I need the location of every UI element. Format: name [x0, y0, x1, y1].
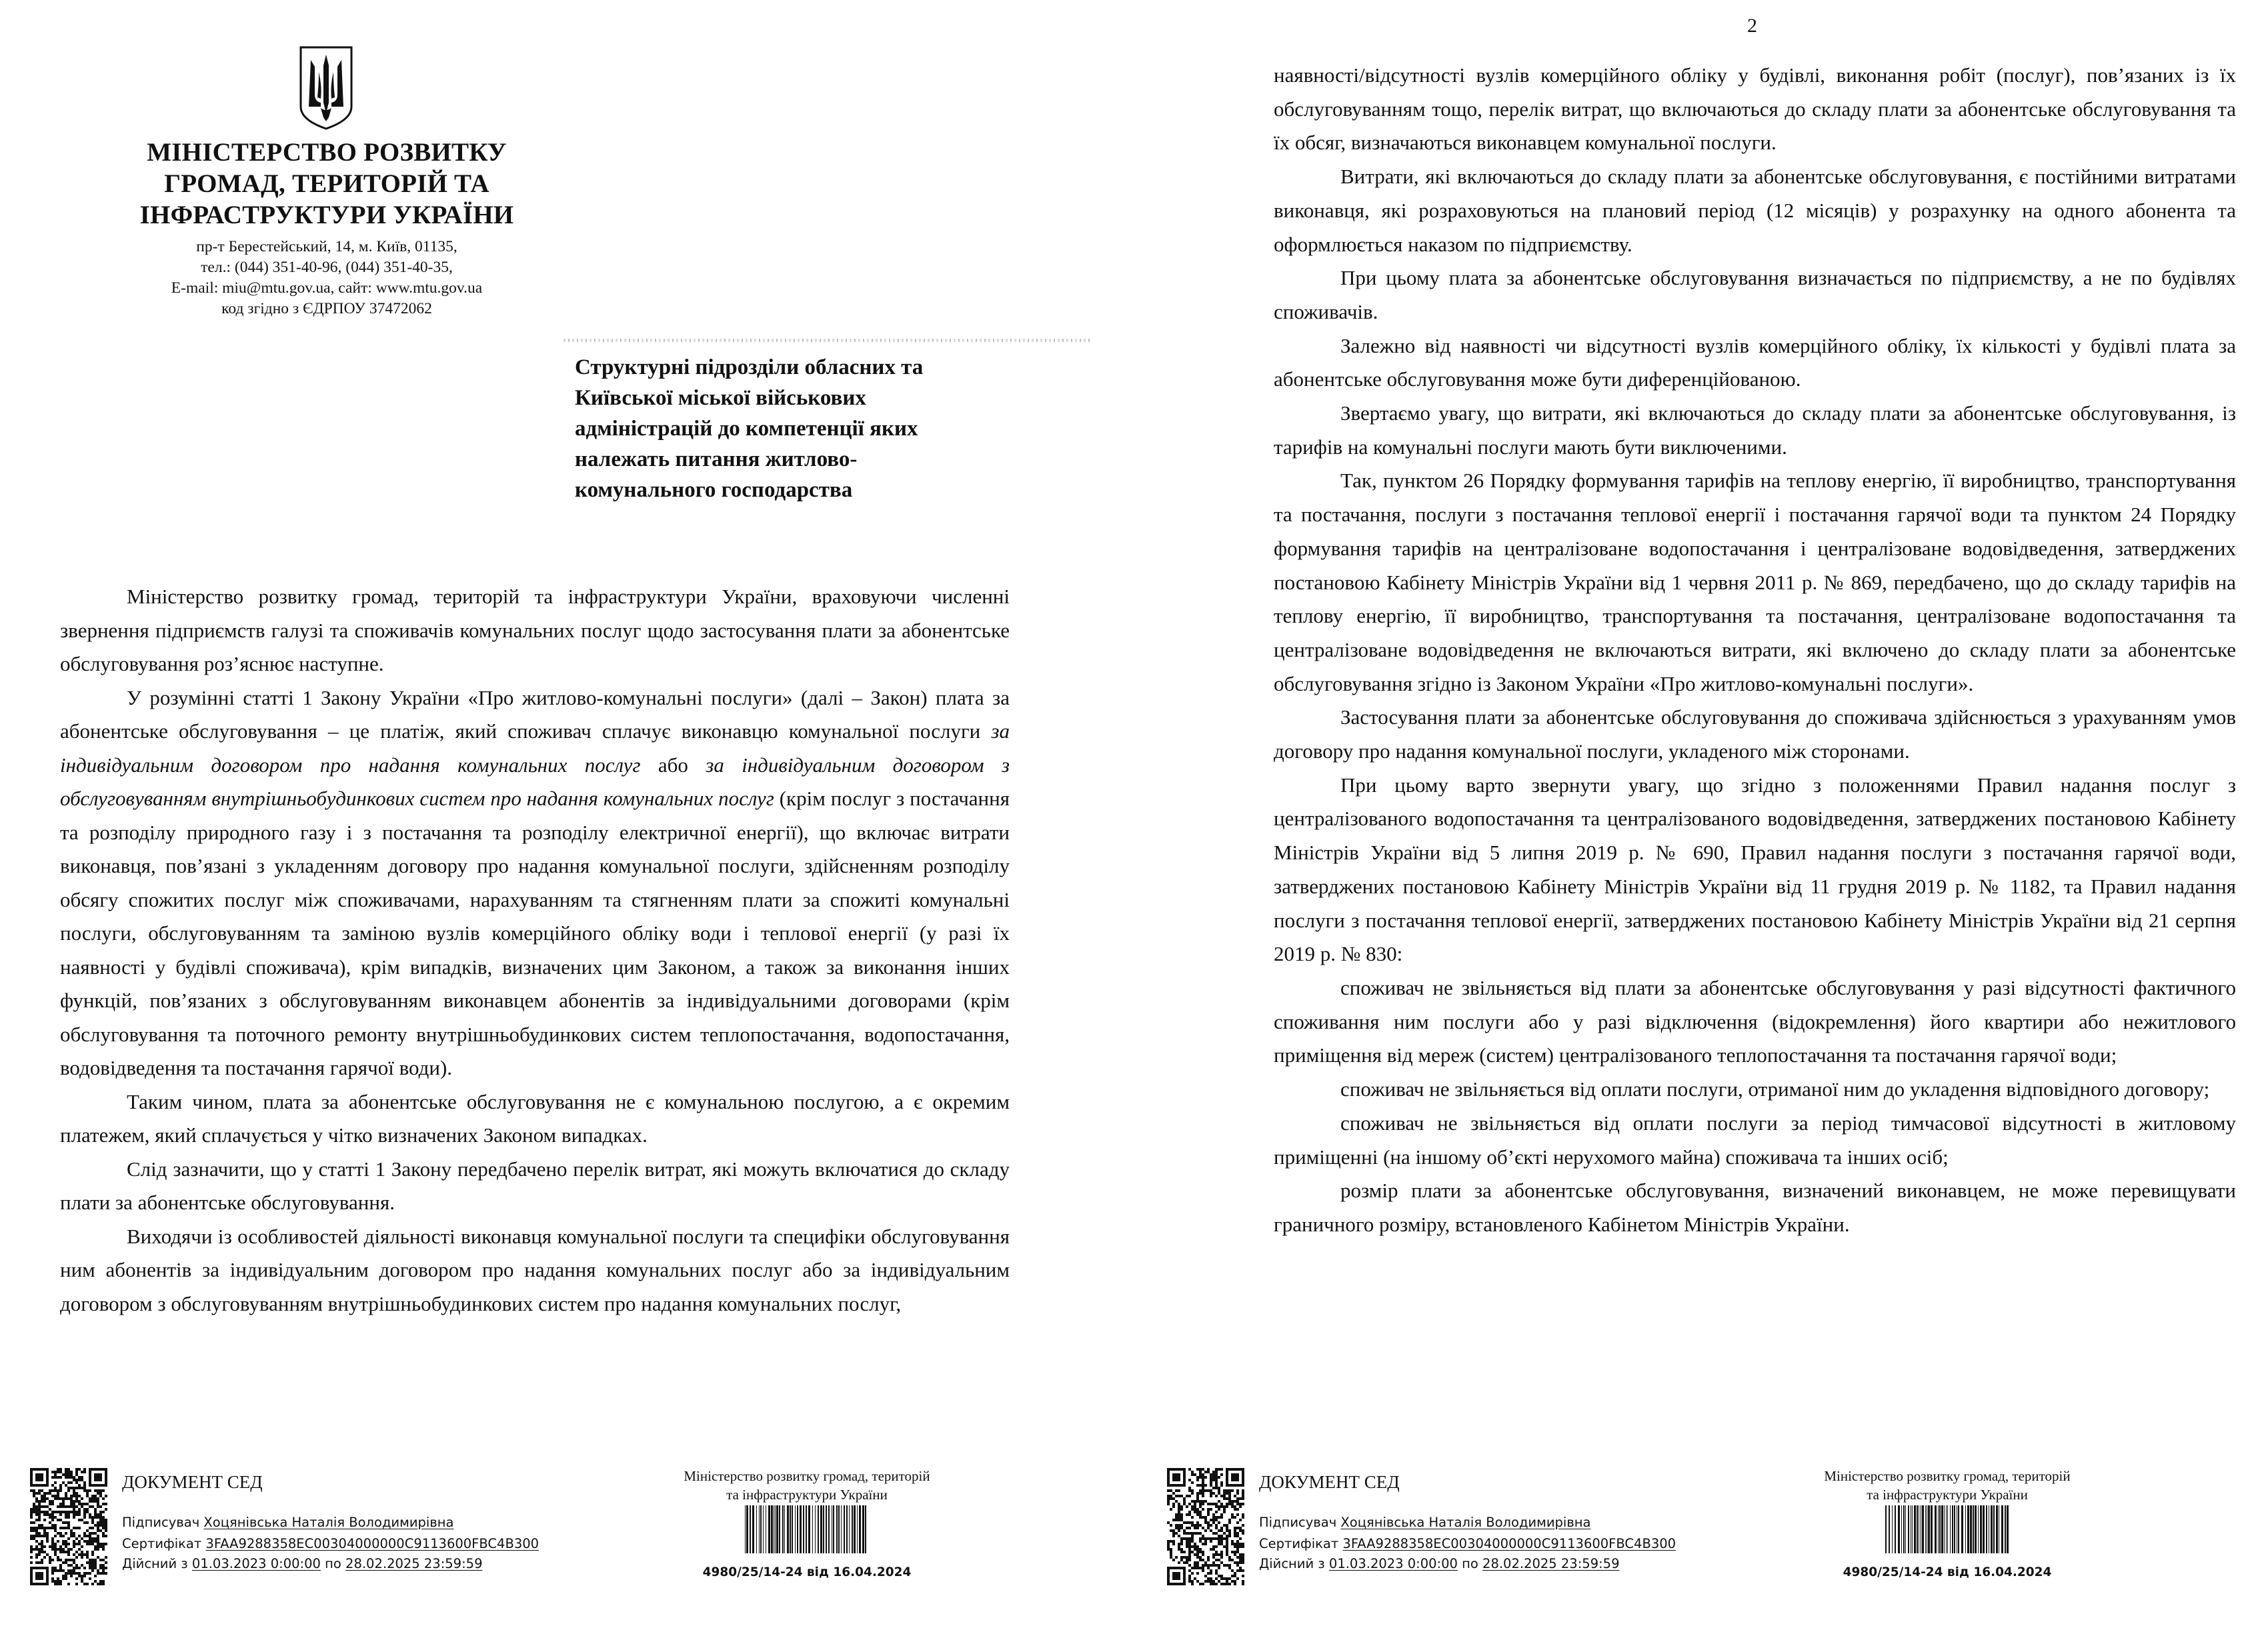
certificate-line [122, 1536, 539, 1551]
signer-line [1259, 1515, 1590, 1530]
ministry-address: пр-т Берестейський, 14, м. Київ, 01135, [196, 238, 457, 255]
body-paragraph: Таким чином, плата за абонентське обслуговування не є комунальною послугою, а є окремим платежем, який сплачується у чітко визначених Законом випадках. [60, 1089, 1010, 1147]
body-paragraph: Міністерство розвитку громад, територій та інфраструктури України, враховуючи численні звернення підприємств галузі та споживачів комунальних послуг щодо застосування плати за абонентське обслуговування роз’яснює наступне. [60, 585, 1010, 675]
validity-line [1259, 1556, 1619, 1571]
ministry-name-line: ІНФРАСТРУКТУРИ УКРАЇНИ [139, 201, 514, 229]
barcode-icon [1884, 1505, 2011, 1553]
addressee-divider [563, 339, 1090, 342]
registration-number: 4980/25/14-24 від 16.04.2024 [702, 1565, 912, 1579]
list-item: розмір плати за абонентське обслуговування, визначений виконавцем, не може перевищувати граничного розміру, встановленого Кабінетом Міністрів України. [1274, 1179, 2236, 1236]
validity-line [122, 1556, 482, 1571]
registration-block [1807, 1467, 2087, 1579]
signer-label: Підписувач [122, 1515, 200, 1530]
signer-line [122, 1515, 453, 1530]
registration-number: 4980/25/14-24 від 16.04.2024 [1843, 1565, 2052, 1579]
certificate-line [1259, 1536, 1676, 1551]
ministry-name-line: МІНІСТЕРСТВО РОЗВИТКУ [147, 138, 507, 167]
certificate-label: Сертифікат [122, 1536, 202, 1551]
ministry-email-site: E-mail: miu@mtu.gov.ua, сайт: www.mtu.gov.ua [171, 279, 483, 297]
addressee-block [575, 352, 1055, 505]
addressee-line: належать питання житлово- [575, 447, 858, 471]
body-paragraph: Так, пунктом 26 Порядку формування тарифів на теплову енергію, її виробництво, транспортування та постачання, послуги з постачання теплової енергії і постачання гарячої води та пунктом 24 Порядку формування тарифів на централізоване водопостачання і централізоване водовідведення, затверджених постановою Кабінету Міністрів України від 1 червня 2011 р. № 869, передбачено, що до складу тарифів на теплову енергію, її виробництво, транспортування та постачання, централізоване водопостачання та централізоване водовідведення не включаються витрати, які включено до складу плати за абонентське обслуговування згідно із Законом України «Про житлово-комунальні послуги». [1274, 469, 2236, 695]
ministry-name [120, 137, 533, 231]
addressee-line: Структурні підрозділи обласних та [575, 355, 924, 379]
body-paragraph: наявності/відсутності вузлів комерційного обліку у будівлі, виконання робіт (послуг), пов’язаних із їх обслуговуванням тощо, перелік витрат, що включаються до складу плати за абонентське обслуговування та їх обсяг, визначаються виконавцем комунальної послуги. [1274, 63, 2236, 155]
ministry-phones: тел.: (044) 351-40-96, (044) 351-40-35, [201, 259, 453, 276]
signer-label: Підписувач [1259, 1515, 1337, 1530]
qr-code-icon [1167, 1468, 1244, 1585]
registration-org-line: та інфраструктури України [1867, 1487, 2028, 1503]
body-paragraph: При цьому варто звернути увагу, що згідно з положеннями Правил надання послуг з централізованого водопостачання та централізованого водовідведення, затверджених постановою Кабінету Міністрів України від 5 липня 2019 р. № 690, Правил надання послуги з постачання гарячої води, затверджених постановою Кабінету Міністрів України від 11 грудня 2019 р. № 1182, та Правил надання послуги з постачання теплової енергії, затверджених постановою Кабінету Міністрів України від 21 серпня 2019 р. № 830: [1274, 773, 2236, 966]
ministry-contacts [120, 237, 533, 319]
letter-body-page-2 [1274, 59, 2236, 1242]
page-number: 2 [1747, 15, 1757, 37]
registration-org-line: Міністерство розвитку громад, територій [684, 1468, 930, 1484]
signer-name: Хоцянівська Наталія Володимирівна [1340, 1515, 1591, 1530]
italic-term: за індивідуальним договором про надання комунальних послуг [60, 719, 1010, 777]
valid-to: 28.02.2025 23:59:59 [345, 1556, 483, 1571]
paragraph-text: У розумінні статті 1 Закону України «Про житлово-комунальні послуги» (далі – Закон) плата за абонентське обслуговування – це платіж, який споживач сплачує виконавцю комунальної послуги [60, 685, 1010, 743]
registration-org-line: та інфраструктури України [726, 1487, 888, 1503]
body-paragraph: Виходячи із особливостей діяльності виконавця комунальної послуги та специфіки обслуговування ним абонентів за індивідуальним договором про надання комунальних послуг або за індивідуальним договором з обслуговуванням внутрішньобудинкових систем про надання комунальних послуг, [60, 1224, 1010, 1315]
list-item: споживач не звільняється від плати за абонентське обслуговування у разі відсутності фактичного споживання ним послуги або у разі відключення (відокремлення) його квартири або нежитлового приміщення від мереж (систем) централізованого теплопостачання та постачання гарячої води; [1274, 975, 2236, 1067]
sed-title: ДОКУМЕНТ СЕД [122, 1472, 263, 1492]
ministry-edrpou: код згідно з ЄДРПОУ 37472062 [221, 300, 432, 317]
certificate-id: 3FAA9288358EC00304000000C9113600FBC4B300 [1342, 1536, 1676, 1551]
body-paragraph: Звертаємо увагу, що витрати, які включаються до складу плати за абонентське обслуговування, із тарифів на комунальні послуги мають бути виключеними. [1274, 401, 2236, 459]
addressee-line: адміністрацій до компетенції яких [575, 417, 918, 441]
valid-from: 01.03.2023 0:00:00 [1328, 1556, 1458, 1571]
valid-to: 28.02.2025 23:59:59 [1482, 1556, 1620, 1571]
registration-block [667, 1467, 947, 1579]
body-paragraph: Застосування плати за абонентське обслуговування до споживача здійснюється з урахуванням умов договору про надання комунальної послуги, укладеного між сторонами. [1274, 705, 2236, 763]
certificate-id: 3FAA9288358EC00304000000C9113600FBC4B300 [205, 1536, 539, 1551]
paragraph-text: або [640, 753, 706, 777]
body-paragraph: Слід зазначити, що у статті 1 Закону передбачено перелік витрат, які можуть включатися до складу плати за абонентське обслуговування. [60, 1157, 1010, 1214]
body-paragraph: При цьому плата за абонентське обслуговування визначається по підприємству, а не по будівлях споживачів. [1274, 266, 2236, 323]
addressee-line: комунального господарства [575, 478, 853, 502]
list-item: споживач не звільняється від оплати послуги за період тимчасової відсутності в житловому приміщенні (на іншому об’єкті нерухомого майна) споживача та інших осіб; [1274, 1111, 2236, 1169]
letter-page-2 [1134, 0, 2268, 1642]
addressee-line: Київської міської військових [575, 386, 866, 410]
ministry-name-line: ГРОМАД, ТЕРИТОРІЙ ТА [164, 169, 489, 198]
signer-name: Хоцянівська Наталія Володимирівна [203, 1515, 454, 1530]
valid-label: Дійсний з [1259, 1556, 1325, 1571]
valid-from: 01.03.2023 0:00:00 [191, 1556, 321, 1571]
valid-to-label: по [325, 1556, 341, 1571]
paragraph-text: (крім послуг з постачання та розподілу природного газу і з постачання та розподілу електричної енергії), що включає витрати виконавця, пов’язані з укладенням договору про надання комунальної послуги, здійсненням розподілу обсягу спожитих послуг між споживачами, нарахуванням та стягненням плати за спожиті комунальні послуги, обслуговуванням та заміною вузлів комерційного обліку води і теплової енергії (у разі їх наявності у будівлі споживача), крім випадків, визначених цим Законом, а також за виконання інших функцій, пов’язаних з обслуговуванням виконавцем абонентів за індивідуальними договорами (крім обслуговування та поточного ремонту внутрішньобудинкових систем теплопостачання, водопостачання, водовідведення та постачання гарячої води). [60, 787, 1010, 1079]
ukraine-trident-emblem-icon [299, 45, 353, 131]
registration-org-line: Міністерство розвитку громад, територій [1824, 1468, 2071, 1484]
body-paragraph: Залежно від наявності чи відсутності вузлів комерційного обліку, їх кількості у будівлі плата за абонентське обслуговування може бути диференційованою. [1274, 333, 2236, 391]
valid-label: Дійсний з [122, 1556, 188, 1571]
sed-title: ДОКУМЕНТ СЕД [1259, 1472, 1400, 1492]
valid-to-label: по [1462, 1556, 1478, 1571]
qr-code-icon [30, 1468, 107, 1585]
body-paragraph [60, 681, 1010, 1085]
letter-body-page-1 [60, 580, 1010, 1321]
barcode-icon [744, 1505, 870, 1553]
italic-term: за індивідуальним договором з обслуговуванням внутрішньобудинкових систем про надання комунальних послуг [60, 753, 1010, 810]
list-item: споживач не звільняється від оплати послуги, отриманої ним до укладення відповідного договору; [1340, 1077, 2210, 1101]
certificate-label: Сертифікат [1259, 1536, 1339, 1551]
body-paragraph: Витрати, які включаються до складу плати за абонентське обслуговування, є постійними витратами виконавця, які розраховуються на плановий період (12 місяців) у розрахунку на одного абонента та оформлюється наказом по підприємству. [1274, 165, 2236, 256]
